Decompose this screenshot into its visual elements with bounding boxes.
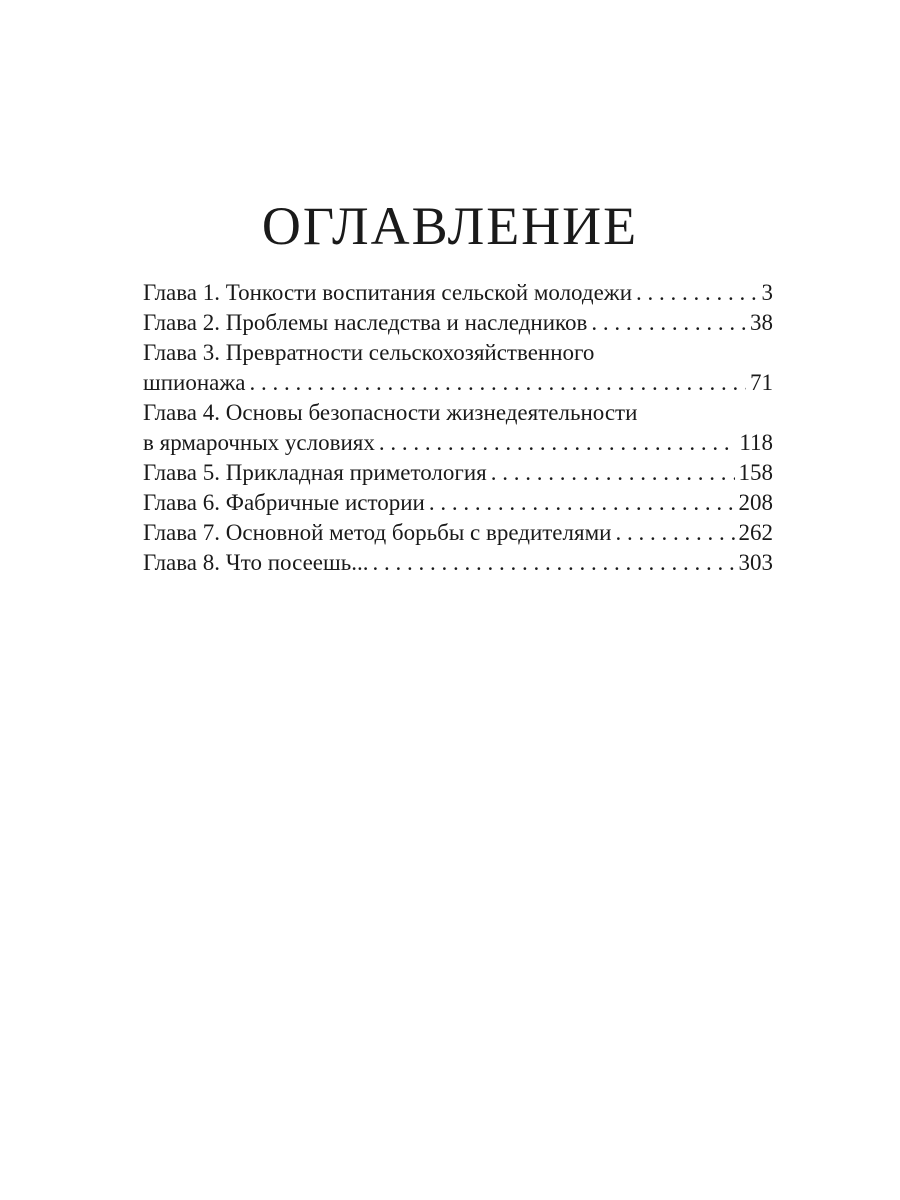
toc-page-number: 38 [750,310,773,335]
dot-leader [591,308,746,338]
toc-entry-text: шпионажа [143,370,246,395]
toc-entry-line-last [143,428,773,458]
dot-leader [491,458,735,488]
toc-page-number: 262 [738,520,773,545]
toc-entry-text: Глава 5. Прикладная приметология [143,460,487,485]
dot-leader [429,488,735,518]
toc-entry-text: Глава 4. Основы безопасности жизнедеятельности [143,400,638,425]
toc-entry-text: Глава 3. Превратности сельскохозяйственного [143,340,595,365]
toc-entry-text: Глава 7. Основной метод борьбы с вредителями [143,520,612,545]
toc-entry[interactable] [143,548,773,578]
toc-entry[interactable] [143,488,773,518]
toc-title: ОГЛАВЛЕНИЕ [261,196,639,256]
toc-entry-text: в ярмарочных условиях [143,430,375,455]
toc-entry[interactable] [143,458,773,488]
toc-entry-text: Глава 8. Что посеешь... [143,550,369,575]
toc-entry[interactable] [143,518,773,548]
toc-page-number: 208 [738,490,773,515]
toc-entry-line-last [143,278,773,308]
toc-page-number: 71 [750,370,773,395]
dot-leader [636,278,757,308]
toc-entry-line [143,338,773,368]
toc-entry-line-last [143,548,773,578]
toc-entry-text: Глава 6. Фабричные истории [143,490,425,515]
table-of-contents [143,278,773,578]
toc-entry-text: Глава 2. Проблемы наследства и наследников [143,310,588,335]
toc-entry[interactable] [143,278,773,308]
toc-entry-line-last [143,458,773,488]
toc-entry-line [143,398,773,428]
dot-leader [249,368,746,398]
toc-entry[interactable] [143,398,773,458]
toc-entry-line-last [143,368,773,398]
toc-entry-line-last [143,308,773,338]
dot-leader [615,518,734,548]
toc-entry-line-last [143,488,773,518]
toc-entry[interactable] [143,308,773,338]
toc-entry-text: Глава 1. Тонкости воспитания сельской молодежи [143,280,632,305]
toc-entry[interactable] [143,338,773,398]
toc-page-number: 303 [738,550,773,575]
toc-page-number: 158 [738,460,773,485]
dot-leader [372,548,734,578]
toc-page-number: 118 [739,430,773,455]
dot-leader [379,428,735,458]
toc-entry-line-last [143,518,773,548]
toc-page-number: 3 [761,280,773,305]
